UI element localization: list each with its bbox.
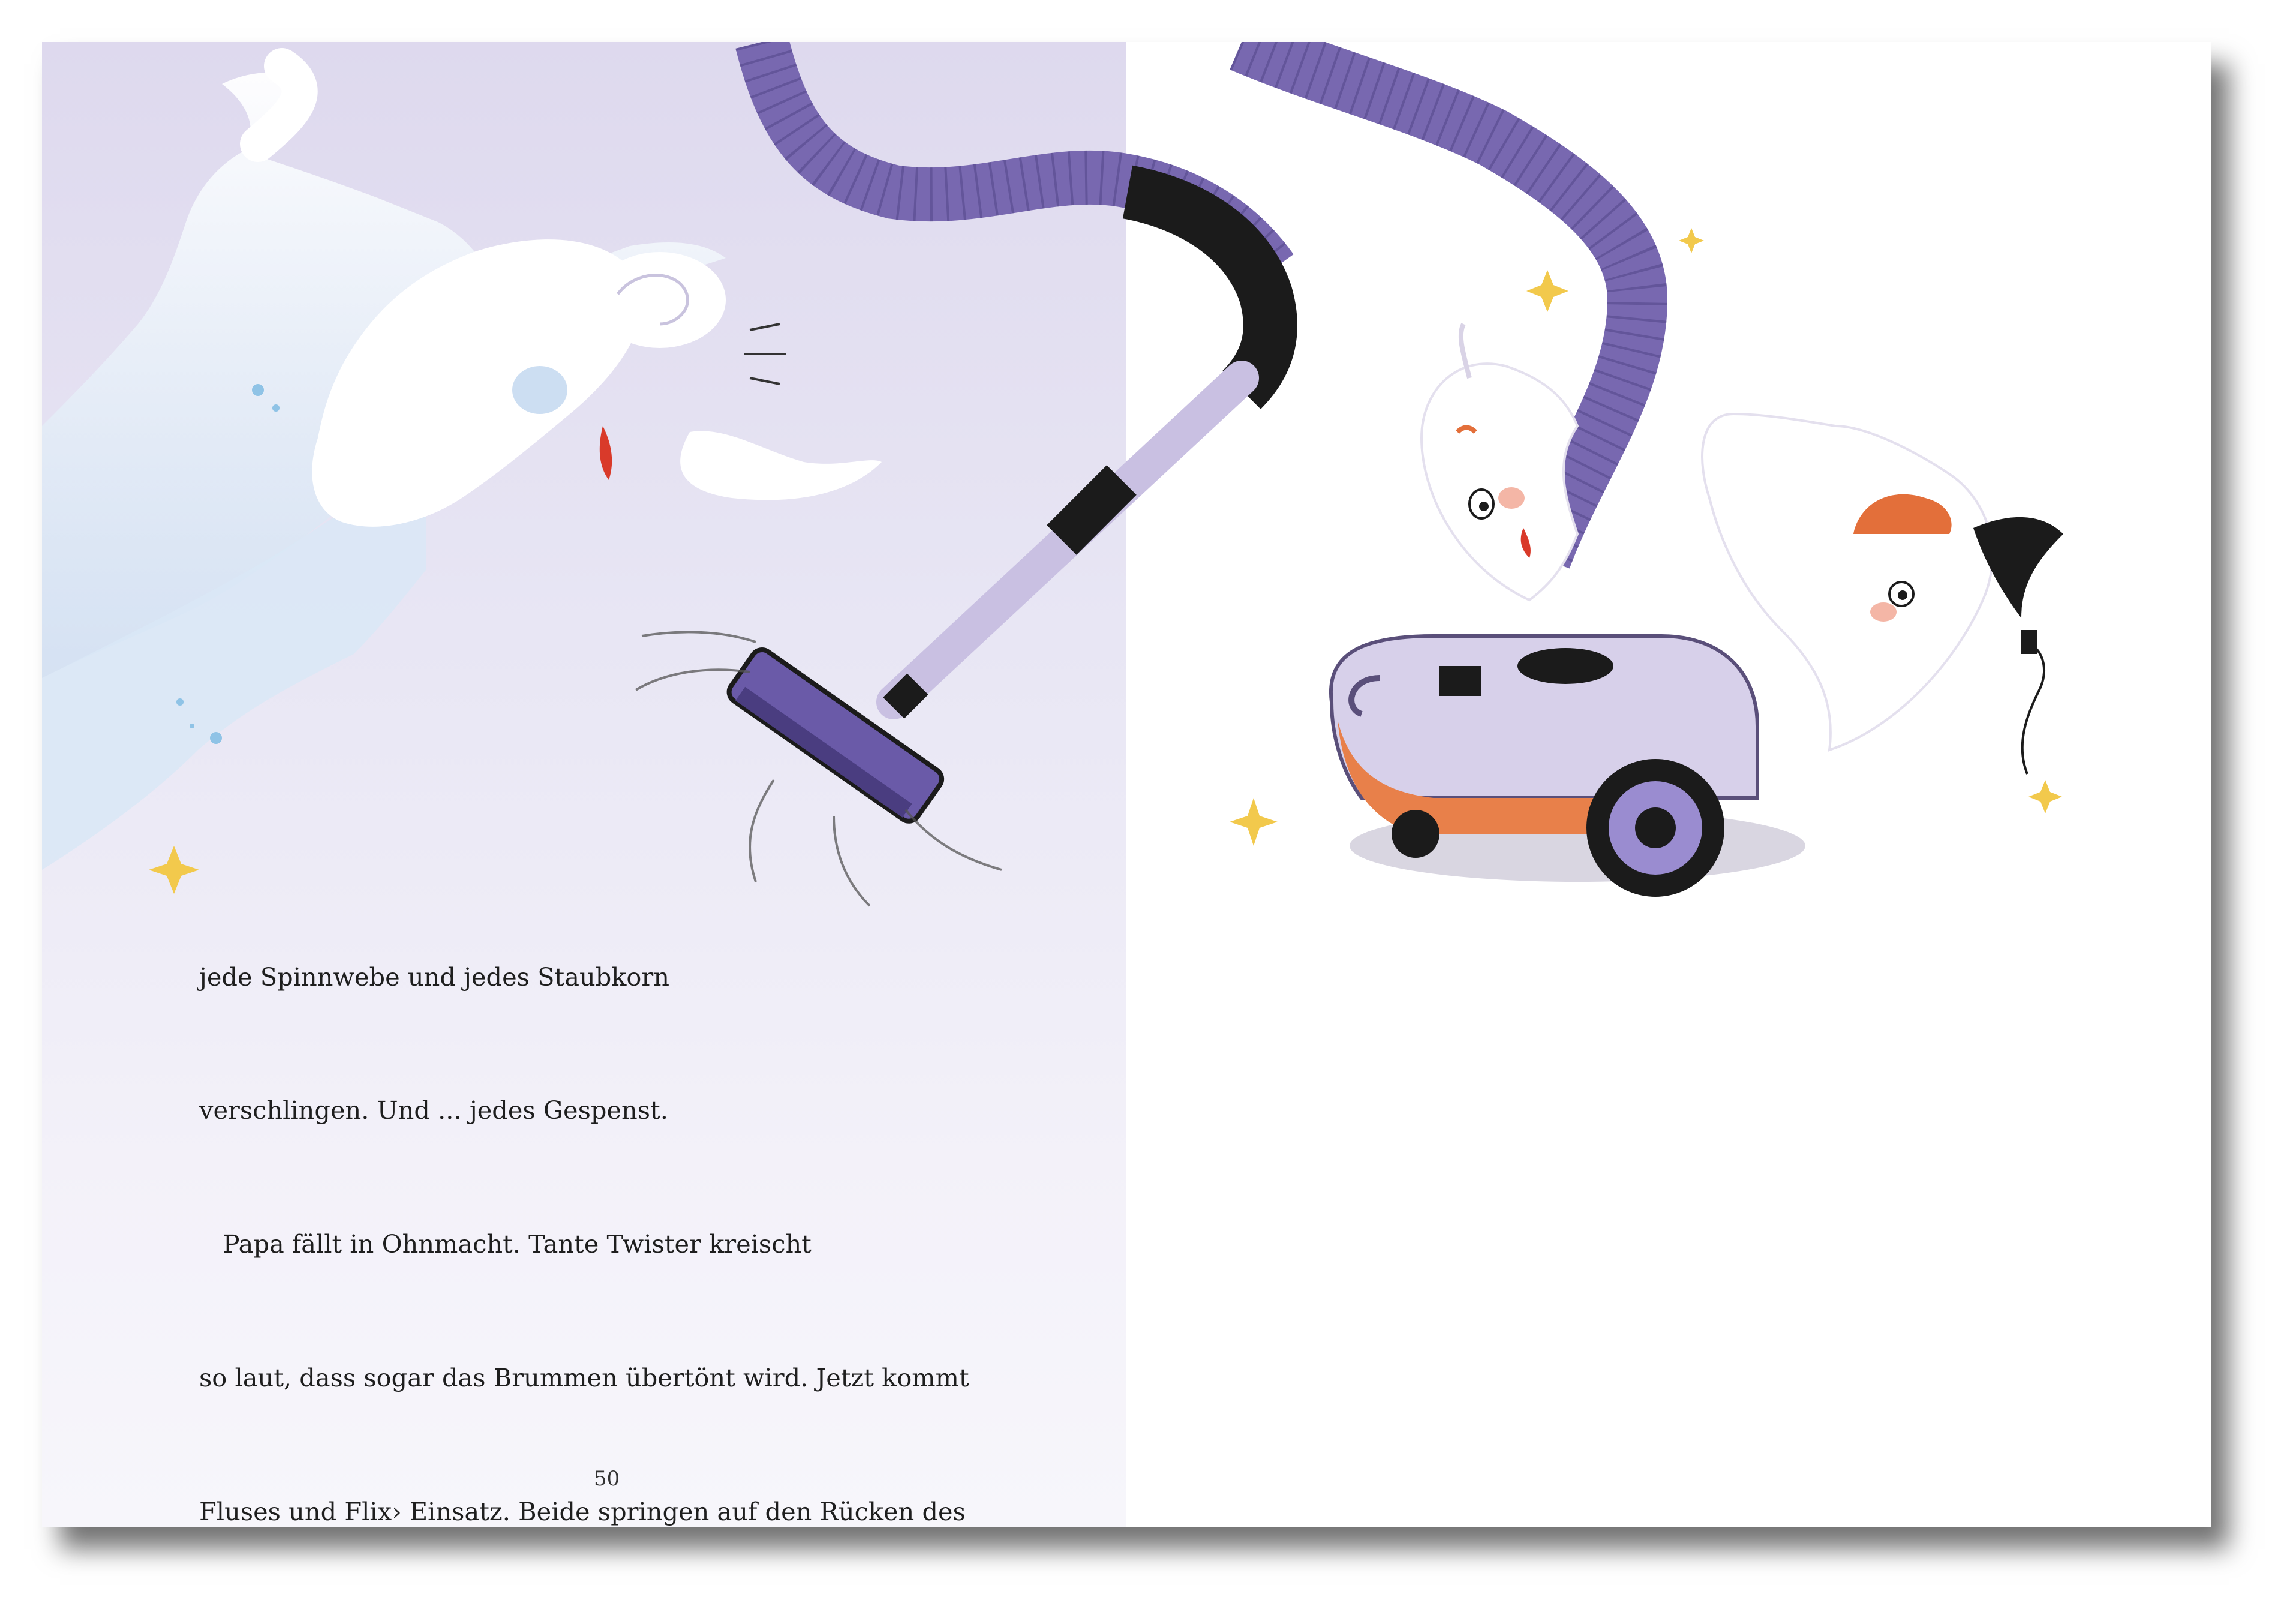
right-page xyxy=(1126,42,2211,1527)
book-spread xyxy=(42,42,2211,1527)
text-line: jede Spinnwebe und jedes Staubkorn xyxy=(199,962,669,992)
text-line: Fluses und Flix› Einsatz. Beide springen auf den Rücken des xyxy=(199,1497,966,1527)
page-number: 50 xyxy=(594,1467,620,1491)
left-page-text xyxy=(199,866,1017,1527)
text-line: Papa fällt in Ohnmacht. Tante Twister kreischt xyxy=(199,1229,812,1259)
left-page xyxy=(42,42,1126,1527)
text-line: so laut, dass sogar das Brummen übertönt wird. Jetzt kommt xyxy=(199,1363,969,1393)
text-line: verschlingen. Und ... jedes Gespenst. xyxy=(199,1095,668,1125)
